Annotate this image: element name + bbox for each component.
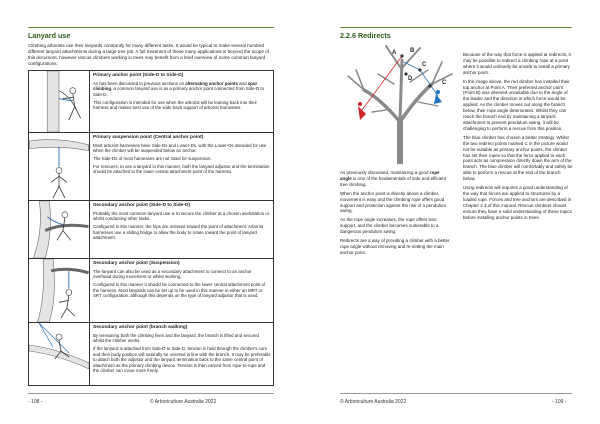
label-c: C bbox=[422, 62, 427, 68]
lanyard-table bbox=[28, 70, 274, 386]
section-title: Lanyard use bbox=[28, 31, 71, 40]
header-rule bbox=[28, 27, 274, 28]
label-c-second: C bbox=[442, 80, 447, 86]
climber-illustration-3 bbox=[29, 201, 89, 258]
row-heading: Primary anchor point (Side-D to Side-D) bbox=[93, 73, 184, 78]
illustration-central-anchor bbox=[29, 133, 90, 200]
footer-rule bbox=[28, 393, 274, 394]
table-row: Secondary anchor point (branch walking) By tensioning both the climbing lines and the lanyard, the branch is lifted and secured whilst the climber works. If the lanyard is attached from Side-D to Side-D, tension is held through the climber's core and their body position will naturally be oriented in line with the branch. It may be preferable to attach both the adjustor and the lanyard termination back to the same central point of attachment as the primary climbing device. Tension is then carried from rope-to-rope and the climber can move more freely. bbox=[29, 323, 273, 385]
climber-illustration-5 bbox=[29, 323, 89, 385]
climber-illustration-1 bbox=[29, 71, 89, 132]
climber-illustration-2 bbox=[29, 133, 89, 200]
illustration-workstation bbox=[29, 201, 90, 258]
header-rule bbox=[340, 27, 572, 28]
link-alternating-anchor-points[interactable]: alternating anchor points bbox=[185, 80, 238, 86]
table-row: Secondary anchor point (Side-D to Side-D) Probably the most common lanyard use is to secure the climber at a chosen workstation or whilst conducting other tasks. Configured in this manner, the hips are oriented toward the point of attachment. Arborist harnesses use a sliding bridge to allow the body to rotate toward the point of lanyard attachment. bbox=[29, 201, 273, 259]
rope-angle-post: is one of the fundamentals of safe and efficient tree climbing. bbox=[340, 175, 446, 187]
illustration-suspension bbox=[29, 259, 90, 322]
row-heading: Primary suspension point (Central anchor point) bbox=[93, 135, 204, 140]
copyright: © Arboriculture Australia 2022 bbox=[340, 399, 407, 405]
row-heading: Secondary anchor point (Side-D to Side-D) bbox=[93, 203, 191, 208]
redirect-tree-diagram bbox=[342, 40, 458, 164]
red-climber-icon bbox=[358, 102, 366, 120]
right-page bbox=[300, 0, 600, 424]
footer-rule bbox=[340, 393, 572, 394]
rope-angle-pre: As previously discussed, maintaining a good bbox=[340, 170, 430, 175]
intro-paragraph: Climbing arborists use their lanyards constantly for many different tasks. It would be typical to make several hundred different lanyard attachments during a large tree job. A full treatment of these many applications is beyond the scope of this document, however rescue climbers working in trees may benefit from a brief overview of some common lanyard configurations: bbox=[28, 43, 269, 66]
table-row: Primary suspension point (Central anchor point) Most arborist harnesses have Side-Ds and Lower-Ds, with the Lower-Ds intended for use when the climber will be suspended below an anchor. The Side-Ds of most harnesses are not rated for suspension. For rescuers, to use a lanyard in this manner, both the lanyard adjustor and the termination should be attached to the lower central attachment point of the harness. bbox=[29, 133, 273, 201]
climber-illustration-4 bbox=[29, 259, 89, 322]
table-row: Secondary anchor point (Suspension) The lanyard can also be used as a secondary attachment to connect to an anchor overhead during movement or whilst working. Configured in this manner it should be connected to the lower central attachment point of the harness. Most lanyards can be set up to be used in this manner in either an MRT or SRT configuration, although this depends on the type of lanyard adjustor that is used. bbox=[29, 259, 273, 323]
page-number: - 108 - bbox=[28, 399, 43, 405]
left-column: As previously discussed, maintaining a good rope angle is one of the fundamentals of safe and efficient tree climbing. When the anchor point is directly above a climber, movement is easy and the climbing rope offers good support and protection against the risk of a pendulum swing. As the rope angle increases, the rope offers less support, and the climber becomes vulnerable to a dangerous pendulum swing. Redirects are a way of providing a climber with a better rope angle without removing and re-setting the main anchor point. bbox=[340, 170, 450, 255]
link-rope-angle[interactable]: rope angle bbox=[340, 170, 440, 181]
table-row: Primary anchor point (Side-D to Side-D) As has been discussed in previous sections on alternating anchor points and spur climbing, a common lanyard use is as a primary anchor point connected from Side-D to Side-D. This configuration is intended for use when the arborist will be leaning back into their harness and makes best use of the wide back support of arborist harnesses. bbox=[29, 71, 273, 133]
section-title: 2.2.6 Redirects bbox=[340, 31, 391, 40]
label-b: B bbox=[410, 48, 415, 54]
illustration-branch-walking bbox=[29, 323, 90, 385]
right-column: Because of the way that force is applied at redirects, it may be possible to redirect a climbing rope at a point where it would ordinarily be unsafe to install a primary anchor point. In the image above, the red climber has installed their top anchor at Point A. Their preferred anchor point (Point B) was deemed unsuitable due to the angle of the leader and the direction in which force would be applied. As the climber moves out along the branch below, their rope angle deteriorates. Whilst they can reach the branch end by maintaining a lanyard attachment to prevent pendulum swing, it will be challenging to perform a rescue from this position. The blue climber has chosen a better strategy. Whilst the two redirect points marked C in the picture would not be suitable as primary anchor points, the climber has set their ropes so that the force applied to each point acts as compression directly down the arm of the branch. The blue climber will comfortably and safely be able to perform a rescue at the end of the branch below. Using redirects will requires a good understanding of the way that forces are applied to structures by a loaded rope. Forces and tree anchors are described in Chapter 2.3 of this manual. Rescue climbers should ensure they have a solid understanding of these topics before installing anchor points in trees. bbox=[463, 52, 573, 220]
label-a: A bbox=[392, 50, 397, 56]
page-number: - 109 - bbox=[552, 399, 567, 405]
illustration-side-d-anchor bbox=[29, 71, 90, 132]
row-heading: Secondary anchor point (branch walking) bbox=[93, 325, 188, 330]
label-d: D bbox=[408, 76, 413, 82]
row-heading: Secondary anchor point (Suspension) bbox=[93, 261, 180, 266]
link-spur-climbing[interactable]: spur climbing bbox=[93, 80, 258, 92]
copyright: © Arboriculture Australia 2022 bbox=[150, 399, 217, 405]
